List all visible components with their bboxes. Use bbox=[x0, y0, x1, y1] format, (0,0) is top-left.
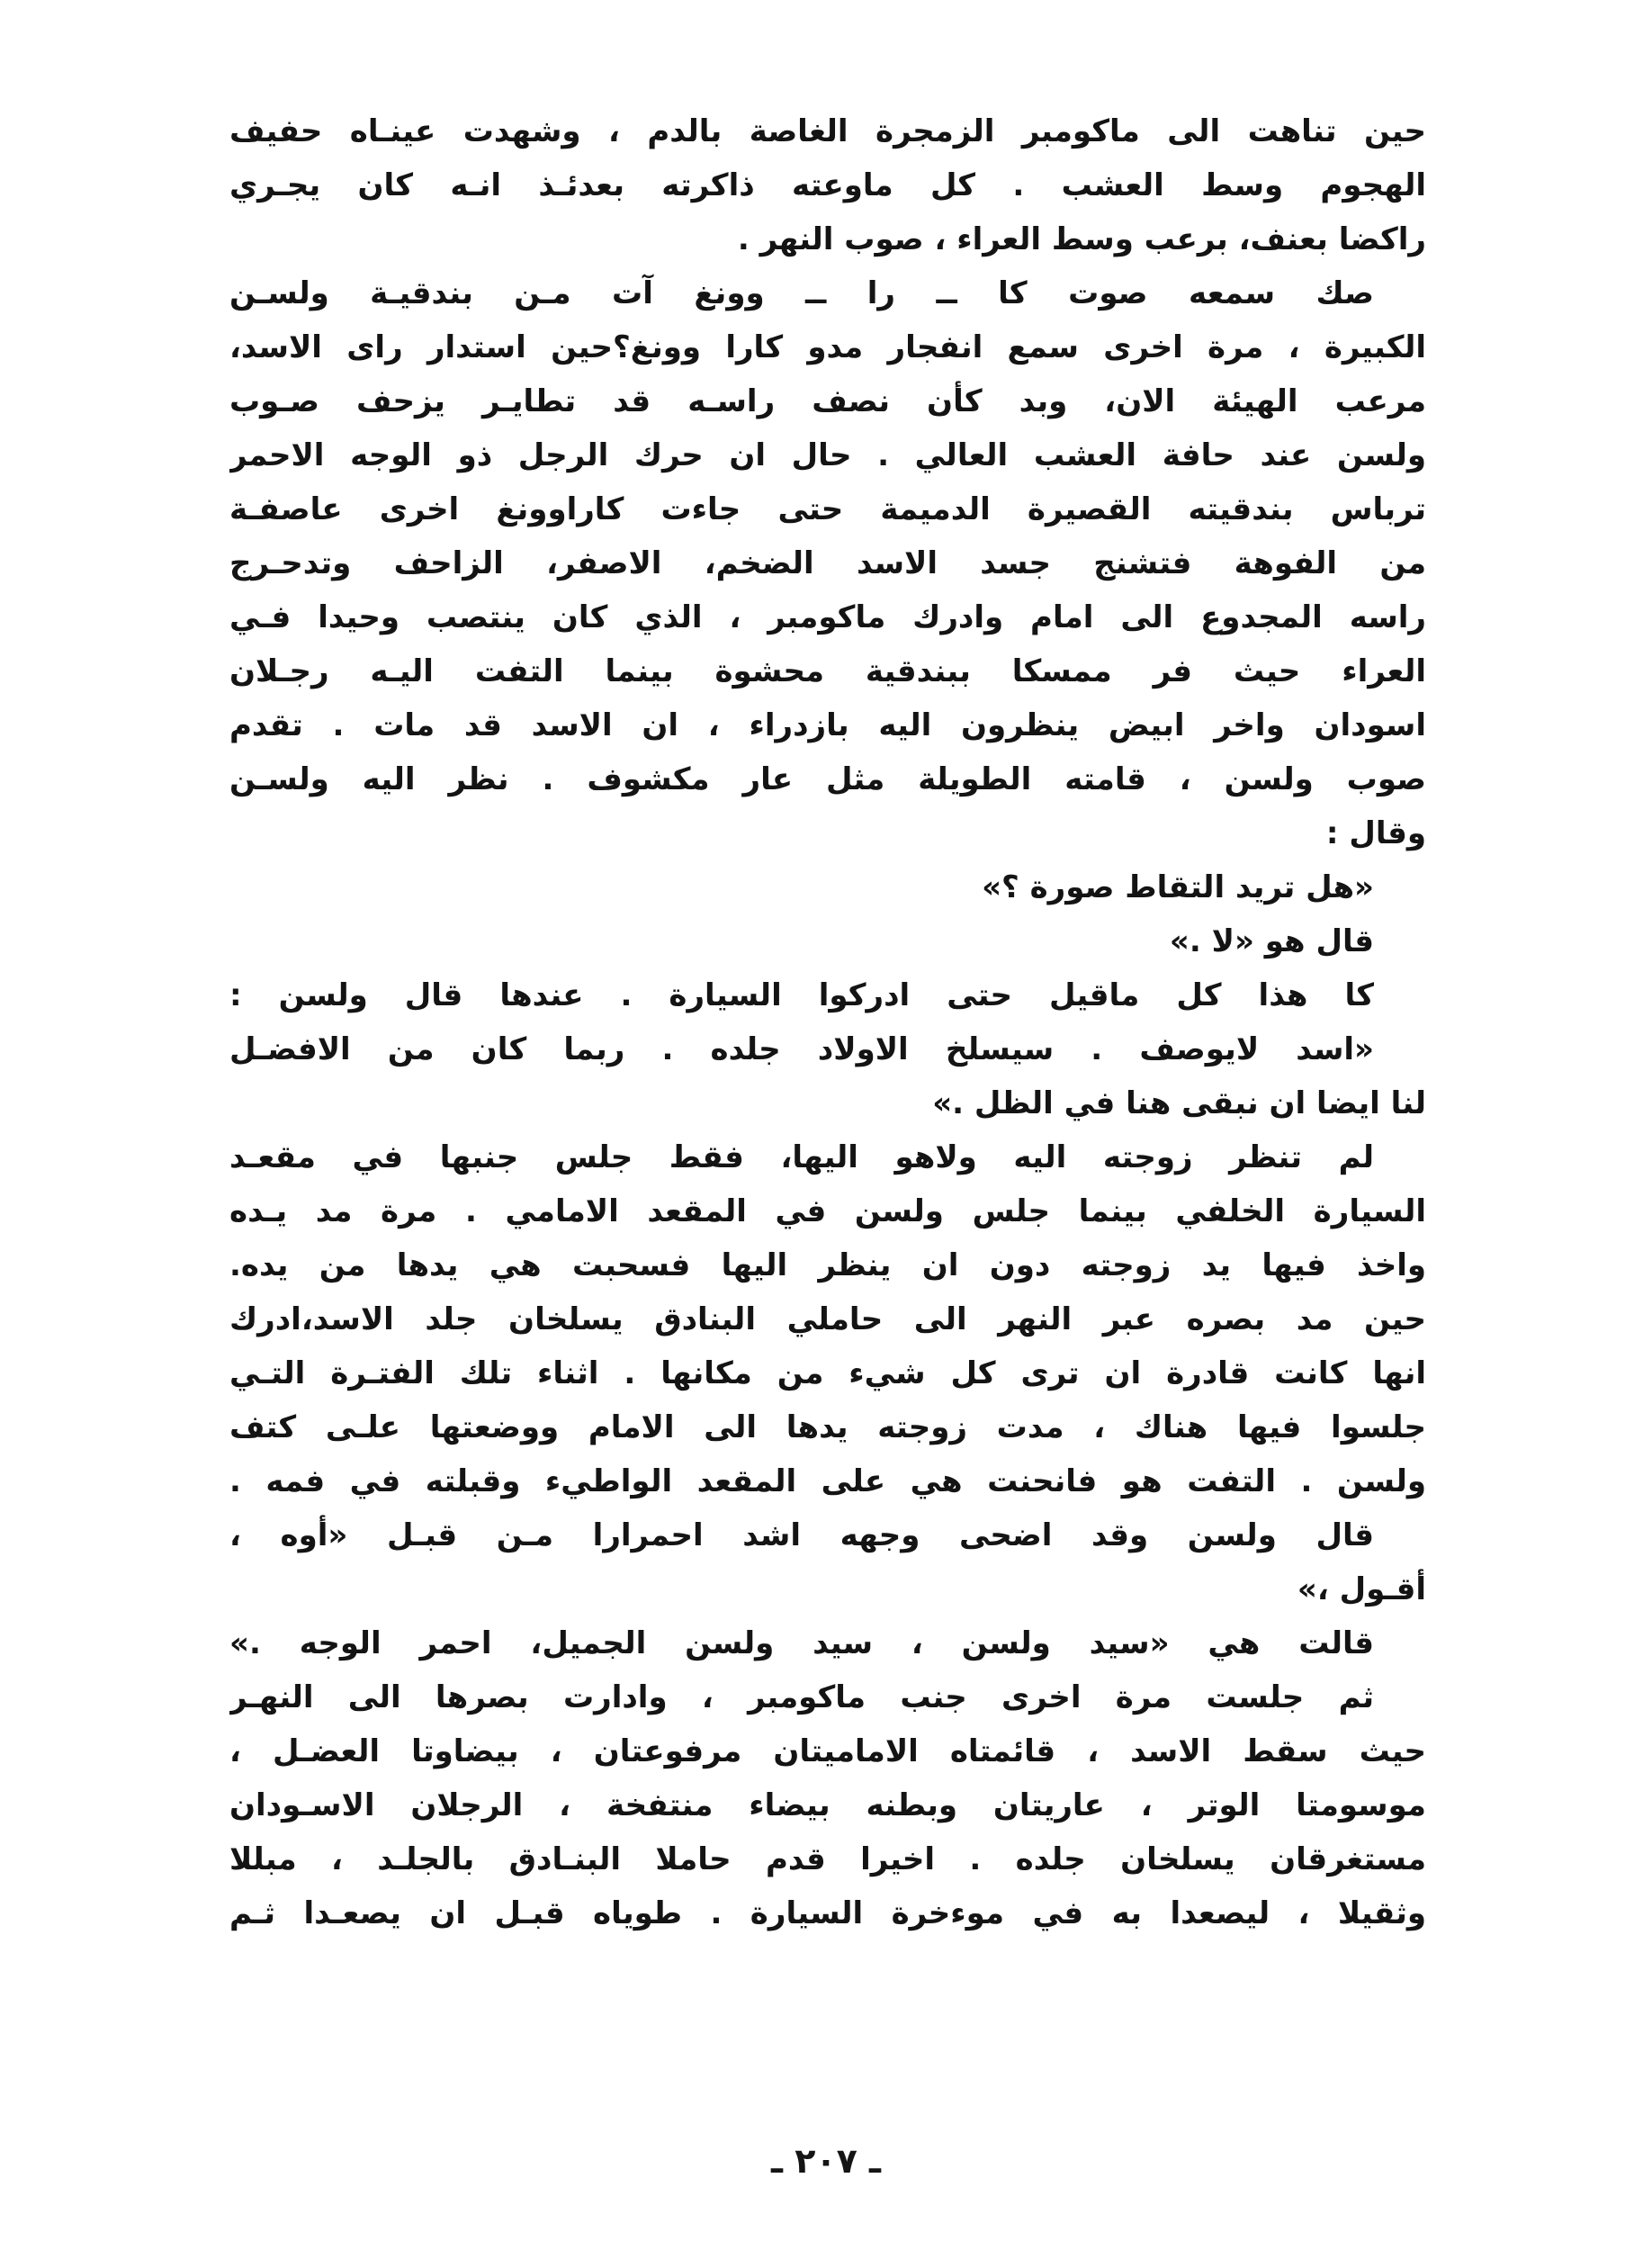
text-line: الكبيرة ، مرة اخرى سمع انفجار مدو كارا وونغ؟حين استدار راى الاسد، bbox=[229, 329, 1426, 365]
text-line: حيث سقط الاسد ، قائمتاه الاماميتان مرفوعتان ، بيضاوتا العضـل ، bbox=[229, 1733, 1426, 1769]
text-line: «هل تريد التقاط صورة ؟» bbox=[982, 869, 1374, 905]
text-line: واخذ فيها يد زوجته دون ان ينظر اليها فسحبت هي يدها من يده. bbox=[229, 1247, 1426, 1283]
text-line: وثقيلا ، ليصعدا به في موءخرة السيارة . طوياه قبـل ان يصعـدا ثـم bbox=[229, 1895, 1426, 1931]
text-line: ولسن . التفت هو فانحنت هي على المقعد الواطيء وقبلته في فمه . bbox=[229, 1463, 1426, 1499]
text-line: وقال : bbox=[1325, 815, 1426, 851]
text-line: السيارة الخلفي بينما جلس ولسن في المقعد الامامي . مرة مد يـده bbox=[229, 1193, 1426, 1229]
text-line: راكضا بعنف، برعب وسط العراء ، صوب النهر . bbox=[737, 221, 1426, 257]
text-line: «اسد لايوصف . سيسلخ الاولاد جلده . ربما كان من الافضـل bbox=[229, 1031, 1374, 1067]
text-line: الهجوم وسط العشب . كل ماوعته ذاكرته بعدئـذ انـه كان يجـري bbox=[229, 167, 1426, 203]
text-line: مستغرقان يسلخان جلده . اخيرا قدم حاملا البنـادق بالجلـد ، مبللا bbox=[229, 1841, 1426, 1877]
text-line: لم تنظر زوجته اليه ولاهو اليها، فقط جلس جنبها في مقعـد bbox=[229, 1139, 1374, 1175]
text-line: كا هذا كل ماقيل حتى ادركوا السيارة . عندها قال ولسن : bbox=[229, 977, 1374, 1013]
text-line: صوب ولسن ، قامته الطويلة مثل عار مكشوف . نظر اليه ولسـن bbox=[229, 761, 1426, 797]
text-line: حين مد بصره عبر النهر الى حاملي البنادق يسلخان جلد الاسد،ادرك bbox=[229, 1301, 1426, 1337]
page-number: ـ ٢٠٧ ـ bbox=[770, 2141, 882, 2181]
text-line: راسه المجدوع الى امام وادرك ماكومبر ، الذي كان ينتصب وحيدا فـي bbox=[229, 599, 1426, 635]
text-line: العراء حيث فر ممسكا ببندقية محشوة بينما التفت اليـه رجـلان bbox=[229, 653, 1426, 689]
text-line: قال ولسن وقد اضحى وجهه اشد احمرارا مـن قبـل «أوه ، bbox=[229, 1517, 1374, 1553]
text-line: ترباس بندقيته القصيرة الدميمة حتى جاءت كاراوونغ اخرى عاصفـة bbox=[229, 491, 1426, 527]
text-line: أقـول ،» bbox=[1297, 1571, 1426, 1607]
text-line: قال هو «لا .» bbox=[1169, 923, 1374, 959]
text-line: انها كانت قادرة ان ترى كل شيء من مكانها . اثناء تلك الفتـرة التـي bbox=[229, 1355, 1426, 1391]
text-line: ولسن عند حافة العشب العالي . حال ان حرك الرجل ذو الوجه الاحمر bbox=[229, 437, 1426, 473]
text-line: مرعب الهيئة الان، وبد كأن نصف راسـه قد تطايـر يزحف صـوب bbox=[229, 383, 1426, 419]
text-line: قالت هي «سيد ولسن ، سيد ولسن الجميل، احمر الوجه .» bbox=[229, 1625, 1374, 1661]
text-line: حين تناهت الى ماكومبر الزمجرة الغاصة بالدم ، وشهدت عينـاه حفيف bbox=[229, 113, 1426, 149]
text-line: جلسوا فيها هناك ، مدت زوجته يدها الى الامام ووضعتها علـى كتف bbox=[229, 1409, 1426, 1445]
text-line: ثم جلست مرة اخرى جنب ماكومبر ، وادارت بصرها الى النهـر bbox=[229, 1679, 1374, 1715]
text-line: صك سمعه صوت كا ــ را ــ وونغ آت مـن بندقيـة ولسـن bbox=[229, 275, 1374, 311]
text-line: اسودان واخر ابيض ينظرون اليه بازدراء ، ان الاسد قد مات . تقدم bbox=[229, 707, 1426, 743]
text-line: موسومتا الوتر ، عاريتان وبطنه بيضاء منتفخة ، الرجلان الاسـودان bbox=[229, 1787, 1426, 1823]
text-line: لنا ايضا ان نبقى هنا في الظل .» bbox=[932, 1085, 1426, 1121]
text-line: من الفوهة فتشنج جسد الاسد الضخم، الاصفر، الزاحف وتدحـرج bbox=[229, 545, 1426, 581]
